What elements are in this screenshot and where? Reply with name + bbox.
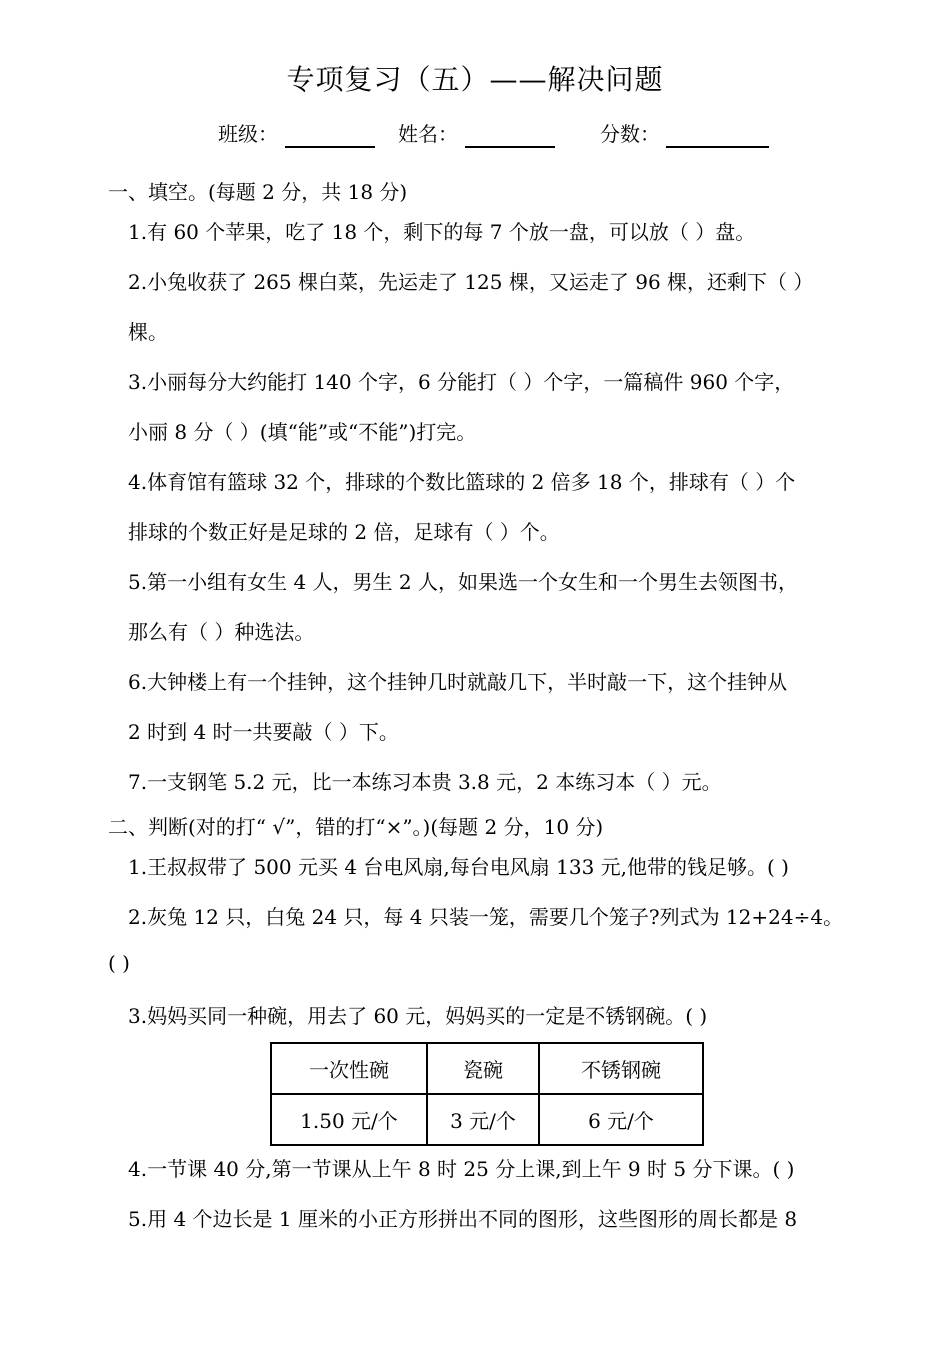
class-label: 班级： — [218, 122, 278, 146]
s1-q1: 1.有 60 个苹果，吃了 18 个，剩下的每 7 个放一盘，可以放（ ）盘。 — [128, 220, 756, 244]
score-blank[interactable] — [666, 146, 769, 148]
table-header-cell: 瓷碗 — [427, 1043, 539, 1094]
name-blank[interactable] — [465, 146, 555, 148]
s1-q6: 6.大钟楼上有一个挂钟，这个挂钟几时就敲几下，半时敲一下，这个挂钟从 — [128, 670, 788, 694]
name-label: 姓名： — [398, 122, 458, 146]
table-cell: 3 元/个 — [427, 1094, 539, 1145]
section2-heading: 二、判断(对的打“ √”，错的打“×”。)(每题 2 分，10 分) — [108, 815, 604, 839]
s1-q3-cont: 小丽 8 分（ ）(填“能”或“不能”)打完。 — [128, 420, 477, 444]
section1-heading: 一、填空。(每题 2 分，共 18 分) — [108, 180, 408, 204]
table-cell: 1.50 元/个 — [271, 1094, 427, 1145]
s1-q4-cont: 排球的个数正好是足球的 2 倍，足球有（ ）个。 — [128, 520, 560, 544]
s2-q1: 1.王叔叔带了 500 元买 4 台电风扇,每台电风扇 133 元,他带的钱足够。( ) — [128, 855, 789, 879]
table-cell: 6 元/个 — [539, 1094, 703, 1145]
bowl-price-table — [270, 1042, 704, 1146]
s2-q2: 2.灰兔 12 只，白兔 24 只，每 4 只装一笼，需要几个笼子?列式为 12+24÷4。 — [128, 905, 844, 929]
table-row — [271, 1094, 703, 1145]
class-blank[interactable] — [285, 146, 375, 148]
table-header-row — [271, 1043, 703, 1094]
s1-q3: 3.小丽每分大约能打 140 个字，6 分能打（ ）个字，一篇稿件 960 个字， — [128, 370, 795, 394]
s2-q5: 5.用 4 个边长是 1 厘米的小正方形拼出不同的图形，这些图形的周长都是 8 — [128, 1207, 798, 1231]
s1-q5-cont: 那么有（ ）种选法。 — [128, 620, 315, 644]
s1-q2: 2.小兔收获了 265 棵白菜，先运走了 125 棵，又运走了 96 棵，还剩下（ ） — [128, 270, 814, 294]
s1-q6-cont: 2 时到 4 时一共要敲（ ）下。 — [128, 720, 399, 744]
s2-q3: 3.妈妈买同一种碗，用去了 60 元，妈妈买的一定是不锈钢碗。( ) — [128, 1004, 708, 1028]
s2-q4: 4.一节课 40 分,第一节课从上午 8 时 25 分上课,到上午 9 时 5 分下课。( ) — [128, 1157, 795, 1181]
page-title: 专项复习（五）——解决问题 — [286, 63, 664, 96]
s2-q2-cont: ( ) — [108, 951, 130, 975]
table-header-cell: 一次性碗 — [271, 1043, 427, 1094]
score-label: 分数： — [600, 122, 660, 146]
s1-q4: 4.体育馆有篮球 32 个，排球的个数比篮球的 2 倍多 18 个，排球有（ ）个 — [128, 470, 796, 494]
table-header-cell: 不锈钢碗 — [539, 1043, 703, 1094]
s1-q5: 5.第一小组有女生 4 人，男生 2 人，如果选一个女生和一个男生去领图书， — [128, 570, 798, 594]
s1-q7: 7.一支钢笔 5.2 元，比一本练习本贵 3.8 元，2 本练习本（ ）元。 — [128, 770, 722, 794]
s1-q2-cont: 棵。 — [128, 320, 168, 344]
